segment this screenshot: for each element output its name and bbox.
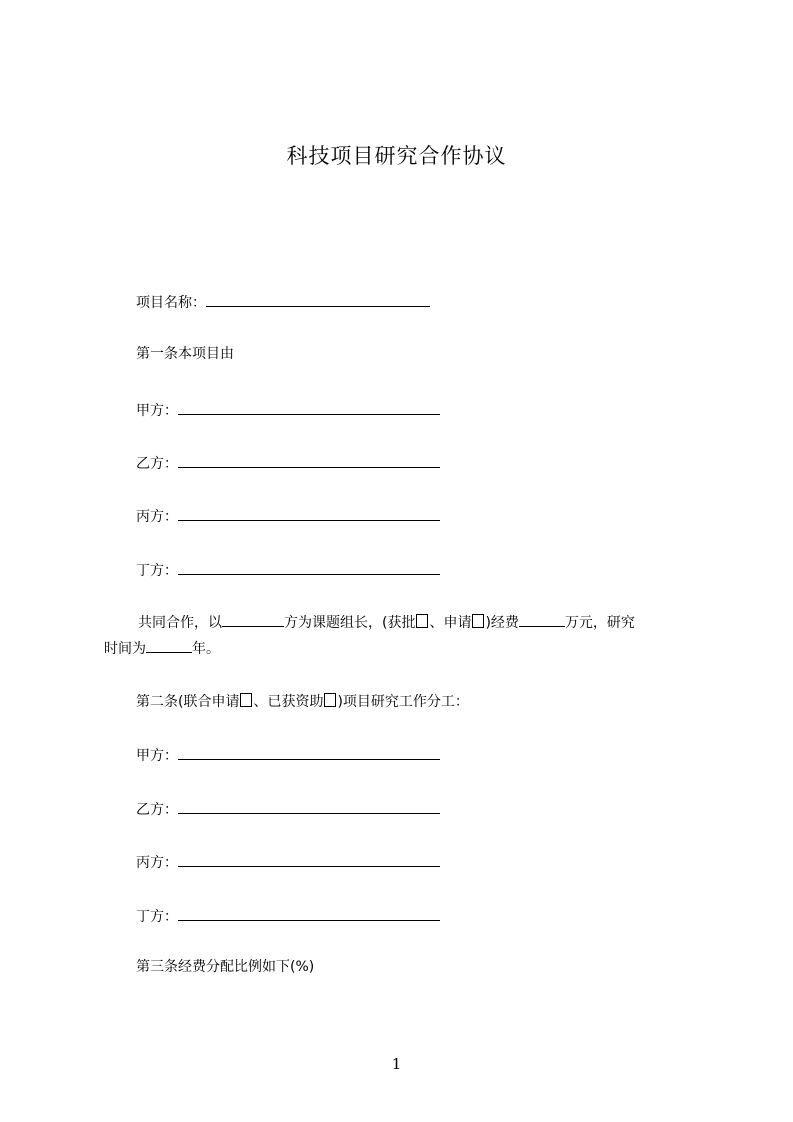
article1-heading: 第一条本项目由 (136, 346, 234, 362)
project-name-line (136, 290, 430, 313)
paragraph-text: 年。 (192, 641, 220, 657)
article3-heading: 第三条经费分配比例如下(%) (136, 959, 315, 975)
cooperation-paragraph (104, 610, 704, 662)
paragraph-text: 、申请 (429, 615, 472, 631)
page-number: 1 (391, 1055, 402, 1073)
duration-blank (146, 638, 192, 653)
party-label: 丙方： (136, 855, 178, 871)
party-line-yi-2 (136, 797, 440, 820)
paragraph-text: 共同合作，以 (138, 615, 222, 631)
article2-text: )项目研究工作分工： (337, 694, 469, 710)
party-label: 乙方： (136, 802, 178, 818)
apply-checkbox (472, 614, 484, 628)
paragraph-text: 方为课题组长，(获批 (284, 615, 416, 631)
party-line-bing-2 (136, 850, 440, 873)
funding-blank (519, 612, 565, 627)
article2-heading (136, 692, 469, 712)
party-line-yi (136, 451, 440, 474)
approved-checkbox (416, 614, 428, 628)
party-label: 甲方： (136, 748, 178, 764)
party-line-ding (136, 558, 440, 581)
party-label: 丁方： (136, 563, 178, 579)
party-blank (178, 797, 440, 814)
party-label: 乙方： (136, 456, 178, 472)
party-label: 丁方： (136, 909, 178, 925)
party-blank (178, 558, 440, 575)
party-line-bing (136, 504, 440, 527)
party-blank (178, 451, 440, 468)
project-name-blank (206, 290, 430, 307)
paragraph-text: )经费 (485, 615, 519, 631)
paragraph-line-2 (104, 636, 704, 662)
article2-text: 、已获资助 (253, 694, 324, 710)
party-label: 甲方： (136, 403, 178, 419)
party-label: 丙方： (136, 509, 178, 525)
party-blank (178, 904, 440, 921)
leader-blank (222, 612, 284, 627)
funded-checkbox (324, 693, 336, 707)
party-blank (178, 743, 440, 760)
paragraph-line-1 (104, 610, 704, 636)
paragraph-text: 时间为 (104, 641, 146, 657)
project-name-label: 项目名称： (136, 295, 206, 311)
party-line-jia (136, 398, 440, 421)
party-blank (178, 850, 440, 867)
party-blank (178, 398, 440, 415)
paragraph-text: 万元，研究 (564, 615, 635, 631)
document-title: 科技项目研究合作协议 (286, 144, 507, 168)
party-line-ding-2 (136, 904, 440, 927)
article2-text: 第二条(联合申请 (136, 694, 240, 710)
party-blank (178, 504, 440, 521)
party-line-jia-2 (136, 743, 440, 766)
joint-apply-checkbox (240, 693, 252, 707)
